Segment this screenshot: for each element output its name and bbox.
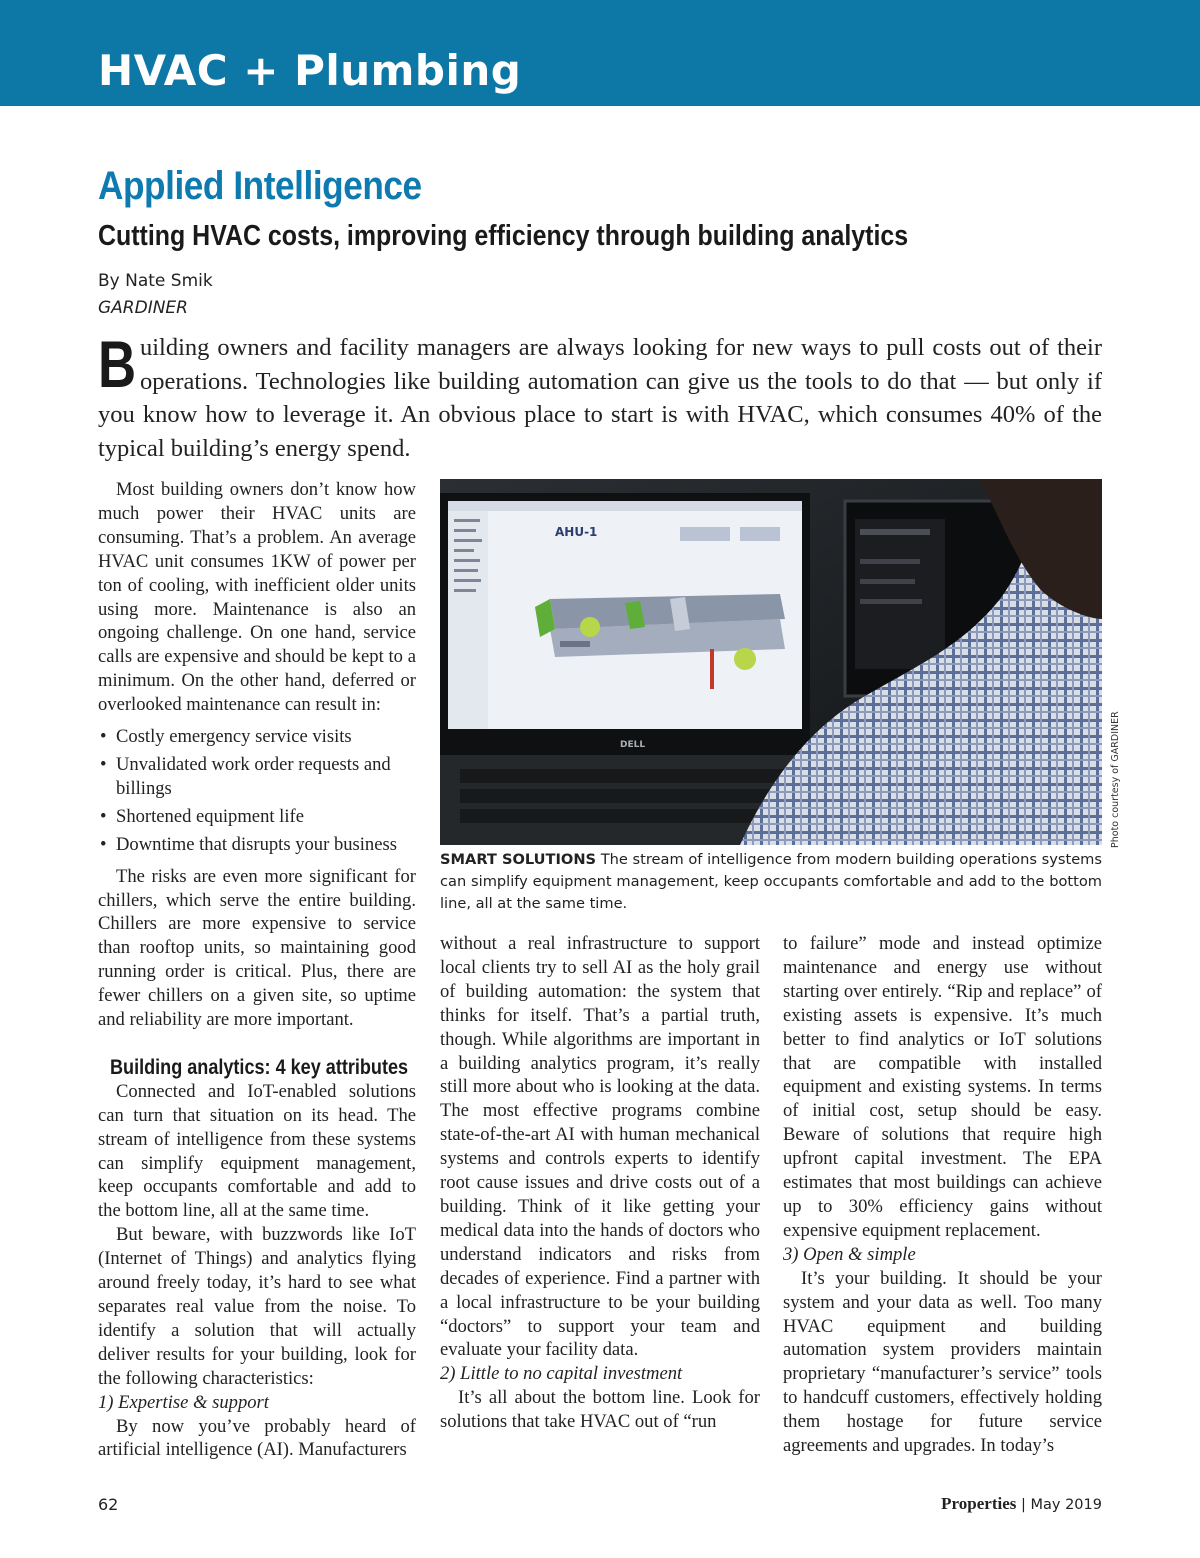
caption-text: The stream of intelligence from modern building operations systems can simplify equipment management, keep occupants comfortable and add to the bottom line, all at the same time.: [440, 851, 1102, 912]
column-3: [783, 932, 1102, 1458]
body-paragraph: Connected and IoT-enabled solutions can turn that situation on its head. The stream of intelligence from these systems can simplify equipment management, keep occupants comfortable and add to the bottom line, all at the same time.: [98, 1080, 416, 1222]
lede-paragraph: [98, 327, 1102, 465]
body-paragraph: But beware, with buzzwords like IoT (Internet of Things) and analytics flying around freely today, it’s hard to see what separates real value from the noise. To identify a solution that will actually deliver results for your building, look for the following characteristics:: [98, 1224, 416, 1389]
photo-caption: [440, 849, 1102, 915]
section-title: HVAC + Plumbing: [98, 46, 522, 95]
lede-text: uilding owners and facility managers are always looking for new ways to pull costs out of their operations. Technologies like building automation can give us the tools to do that — but only if you know how to leverage it. An obvious place to start is with HVAC, which consumes 40% of the typical building’s energy spend.: [98, 334, 1102, 462]
body-paragraph: The risks are even more significant for chillers, which serve the entire building. Chillers are more expensive to service than rooftop units, so maintaining good running order is critical. Plus, there are fewer chillers on a given site, so uptime and reliability are more important.: [98, 865, 416, 1031]
body-paragraph: without a real infrastructure to support local clients try to sell AI as the holy grail of building automation: the system that thinks for itself. That’s a partial truth, though. While algorithms are important in a building analytics program, it’s really still more about who is looking at the data. The most effective programs combine state-of-the-art AI with human mechanical systems and controls experts to identify root cause issues and drive costs out of a building. Think of it like getting your medical data into the hands of doctors who understand indicators and risks from decades of experience. Find a partner with a local infrastructure to be your building “doctors” to support your team and evaluate your facility data.: [440, 933, 760, 1361]
subheading: 3) Open & simple: [783, 1243, 916, 1265]
subheading: 2) Little to no capital investment: [440, 1363, 683, 1385]
caption-lead: SMART SOLUTIONS: [440, 851, 597, 868]
publication-name: Properties: [941, 1494, 1017, 1513]
drop-cap: B: [98, 327, 137, 401]
section-heading: Building analytics: 4 key attributes: [110, 1055, 409, 1079]
article-title: Applied Intelligence: [98, 164, 422, 208]
photo-illustration: [440, 479, 1102, 845]
body-paragraph: It’s all about the bottom line. Look for solutions that take HVAC out of “run: [440, 1387, 760, 1433]
article-subtitle: Cutting HVAC costs, improving efficiency through building analytics: [98, 220, 909, 252]
body-paragraph: By now you’ve probably heard of artificial intelligence (AI). Manufacturers: [98, 1415, 416, 1461]
bullet-item: • Shortened equipment life: [98, 805, 416, 829]
column-1: [98, 478, 416, 1462]
footer-separator: |: [1021, 1497, 1026, 1513]
bullet-item: • Downtime that disrupts your business: [98, 833, 416, 857]
subheading: 1) Expertise & support: [98, 1391, 269, 1413]
body-paragraph: to failure” mode and instead optimize maintenance and energy use without starting over entirely. “Rip and replace” of existing assets is expensive. It’s much better to find analytics or IoT solutions that are compatible with installed equipment and existing systems. In terms of initial cost, setup should be easy. Beware of solutions that require high upfront capital investment. The EPA estimates that most buildings can achieve up to 30% efficiency gains without expensive equipment replacement.: [783, 933, 1102, 1241]
bullet-item: • Unvalidated work order requests and billings: [98, 753, 416, 801]
photo-credit: Photo courtesy of GARDINER: [1110, 711, 1121, 848]
author-company: GARDINER: [98, 298, 188, 318]
byline: By Nate Smik: [98, 271, 213, 291]
bullet-list: [98, 725, 416, 857]
fan-icon: [580, 617, 600, 637]
laptop-brand: DELL: [620, 740, 646, 750]
bullet-item: • Costly emergency service visits: [98, 725, 416, 749]
article-photo: [440, 479, 1102, 845]
footer-publication: [941, 1494, 1102, 1514]
column-2: [440, 932, 760, 1434]
body-paragraph: Most building owners don’t know how much power their HVAC units are consuming. That’s a problem. An average HVAC unit consumes 1KW of power per ton of cooling, with inefficient older units using more. Maintenance is also an ongoing challenge. On one hand, service calls are expensive and should be kept to a minimum. On the other hand, deferred or overlooked maintenance can result in:: [98, 479, 416, 716]
body-paragraph: It’s your building. It should be your system and your data as well. Too many HVAC equipment and building automation system providers maintain proprietary “manufacturer’s service” tools to handcuff customers, effectively holding them hostage for future service agreements and upgrades. In today’s: [783, 1267, 1102, 1457]
screen-label: AHU-1: [555, 525, 598, 539]
issue-date: May 2019: [1030, 1497, 1102, 1513]
page-number: 62: [98, 1495, 119, 1514]
